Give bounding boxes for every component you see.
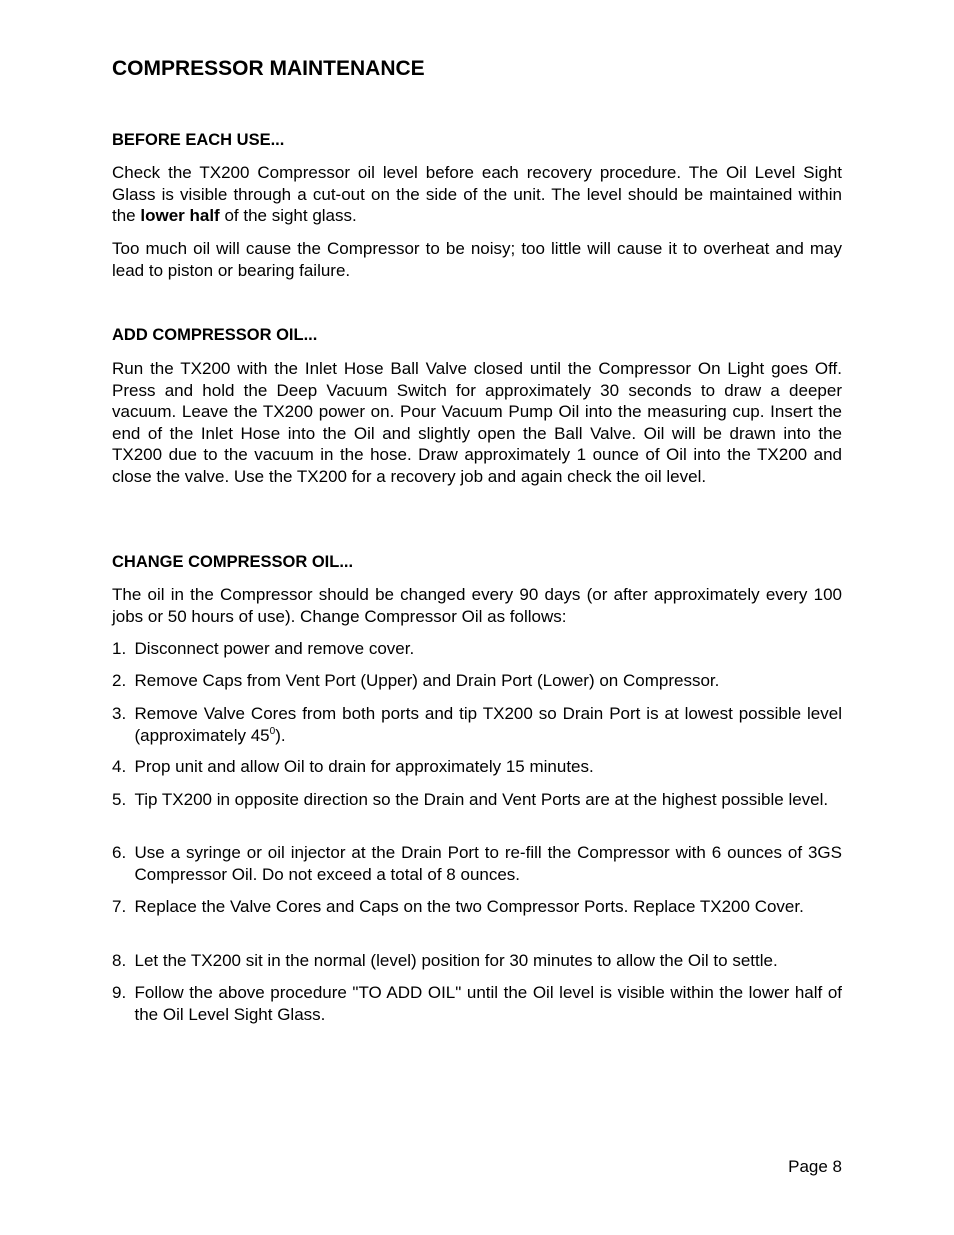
list-number: 2.	[112, 671, 127, 690]
list-text: Let the TX200 sit in the normal (level) position for 30 minutes to allow the Oil to settle.	[134, 951, 778, 970]
list-item	[112, 703, 842, 746]
page-title: COMPRESSOR MAINTENANCE	[112, 57, 425, 80]
paragraph-text: of the sight glass.	[219, 206, 357, 225]
list-text: Follow the above procedure "TO ADD OIL" until the Oil level is visible within the lower half of the Oil Level Sight Glass.	[134, 983, 842, 1024]
list-item	[112, 638, 842, 660]
list-item	[112, 756, 842, 778]
list-item	[112, 789, 842, 811]
list-text: Replace the Valve Cores and Caps on the two Compressor Ports. Replace TX200 Cover.	[134, 897, 804, 916]
list-number: 8.	[112, 951, 127, 970]
list-text: Disconnect power and remove cover.	[134, 639, 415, 658]
list-text: Remove Valve Cores from both ports and tip TX200 so Drain Port is at lowest possible level (approximately 45	[134, 704, 842, 745]
list-text-wrapper	[135, 703, 843, 746]
section-heading-before-each-use: BEFORE EACH USE...	[112, 131, 285, 149]
list-item	[112, 950, 842, 972]
list-text: Tip TX200 in opposite direction so the Drain and Vent Ports are at the highest possible level.	[134, 790, 829, 809]
list-item	[112, 896, 842, 918]
section-paragraph: Run the TX200 with the Inlet Hose Ball Valve closed until the Compressor On Light goes Off. Press and hold the Deep Vacuum Switch for approximately 30 seconds to draw a deeper vacuum. Leave the TX200 power on. Pour Vacuum Pump Oil into the measuring cup. Insert the end of the Inlet Hose into the Oil and slightly open the Ball Valve. Oil will be drawn into the TX200 due to the vacuum in the hose. Draw approximately 1 ounce of Oil into the TX200 and close the valve. Use the TX200 for a recovery job and again check the oil level.	[112, 359, 842, 486]
section-heading-change-compressor-oil: CHANGE COMPRESSOR OIL...	[112, 553, 354, 571]
section-heading-add-compressor-oil: ADD COMPRESSOR OIL...	[112, 326, 318, 344]
list-text: ).	[275, 725, 286, 745]
list-number: 5.	[112, 790, 127, 809]
list-item	[112, 670, 842, 692]
list-item	[112, 842, 842, 885]
list-text: Use a syringe or oil injector at the Drain Port to re-fill the Compressor with 6 ounces of 3GS Compressor Oil. Do not exceed a total of 8 ounces.	[134, 843, 842, 884]
list-number: 9.	[112, 983, 127, 1002]
section-paragraph	[112, 162, 842, 227]
list-text: Remove Caps from Vent Port (Upper) and Drain Port (Lower) on Compressor.	[134, 671, 720, 690]
list-number: 6.	[112, 843, 127, 862]
list-text: Prop unit and allow Oil to drain for approximately 15 minutes.	[134, 757, 594, 776]
section-paragraph: The oil in the Compressor should be changed every 90 days (or after approximately every 100 jobs or 50 hours of use). Change Compressor Oil as follows:	[112, 585, 842, 626]
degree-superscript: 0	[269, 725, 276, 737]
list-number: 7.	[112, 897, 127, 916]
list-number: 4.	[112, 757, 127, 776]
section-paragraph: Too much oil will cause the Compressor to be noisy; too little will cause it to overheat and may lead to piston or bearing failure.	[112, 239, 842, 280]
list-number: 3.	[112, 704, 127, 723]
list-number: 1.	[112, 639, 127, 658]
bold-text: lower half	[140, 206, 220, 225]
paragraph-text: Check the TX200 Compressor oil level before each recovery procedure. The Oil Level Sight Glass is visible through a cut-out on the side of the unit. The level should be maintained within the	[112, 163, 842, 225]
list-item	[112, 982, 842, 1025]
page-number: Page 8	[788, 1157, 842, 1176]
